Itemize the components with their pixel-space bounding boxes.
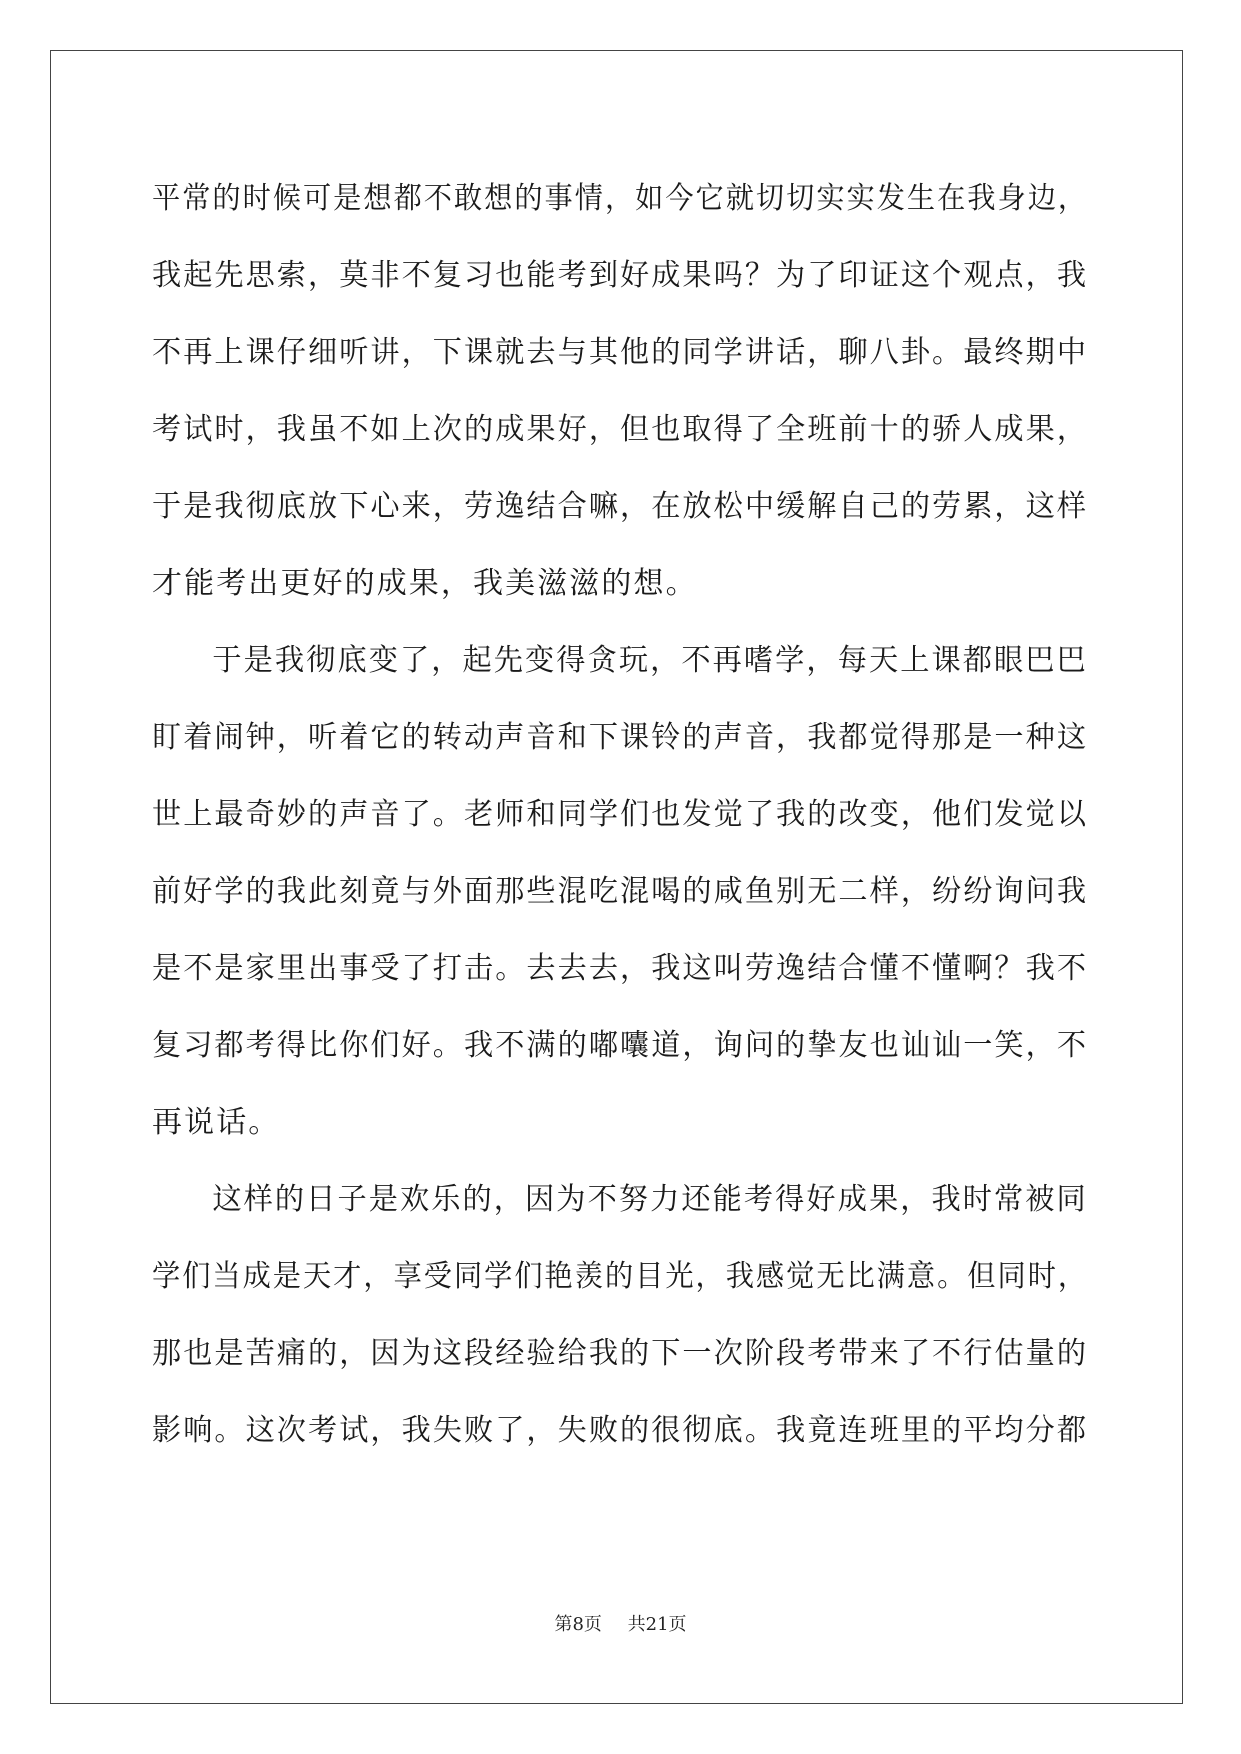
text-line: 于是我彻底放下心来，劳逸结合嘛，在放松中缓解自己的劳累，这样 <box>152 489 1089 524</box>
text-line: 不再上课仔细听讲，下课就去与其他的同学讲话，聊八卦。最终期中 <box>152 335 1089 370</box>
text-line: 这样的日子是欢乐的，因为不努力还能考得好成果，我时常被同 <box>212 1182 1088 1217</box>
text-line: 才能考出更好的成果，我美滋滋的想。 <box>152 566 698 601</box>
text-line: 平常的时候可是想都不敢想的事情，如今它就切切实实发生在我身边， <box>152 181 1089 216</box>
text-line: 复习都考得比你们好。我不满的嘟囔道，询问的挚友也讪讪一笑，不 <box>152 1028 1089 1063</box>
text-line: 是不是家里出事受了打击。去去去，我这叫劳逸结合懂不懂啊？我不 <box>152 951 1089 986</box>
text-line: 学们当成是天才，享受同学们艳羡的目光，我感觉无比满意。但同时， <box>152 1259 1089 1294</box>
text-line: 影响。这次考试，我失败了，失败的很彻底。我竟连班里的平均分都 <box>152 1413 1089 1448</box>
page-number: 第8页 <box>554 1614 602 1635</box>
page-total: 共21页 <box>627 1614 687 1635</box>
text-line: 考试时，我虽不如上次的成果好，但也取得了全班前十的骄人成果， <box>152 412 1089 447</box>
page-footer <box>0 1610 1241 1636</box>
text-line: 再说话。 <box>152 1105 281 1140</box>
text-line: 盯着闹钟，听着它的转动声音和下课铃的声音，我都觉得那是一种这 <box>152 720 1089 755</box>
document-body <box>152 160 1088 1469</box>
text-line: 我起先思索，莫非不复习也能考到好成果吗？为了印证这个观点，我 <box>152 258 1089 293</box>
text-line: 前好学的我此刻竟与外面那些混吃混喝的咸鱼别无二样，纷纷询问我 <box>152 874 1089 909</box>
text-line: 于是我彻底变了，起先变得贪玩，不再嗜学，每天上课都眼巴巴 <box>212 643 1088 678</box>
text-line: 世上最奇妙的声音了。老师和同学们也发觉了我的改变，他们发觉以 <box>152 797 1089 832</box>
text-line: 那也是苦痛的，因为这段经验给我的下一次阶段考带来了不行估量的 <box>152 1336 1089 1371</box>
